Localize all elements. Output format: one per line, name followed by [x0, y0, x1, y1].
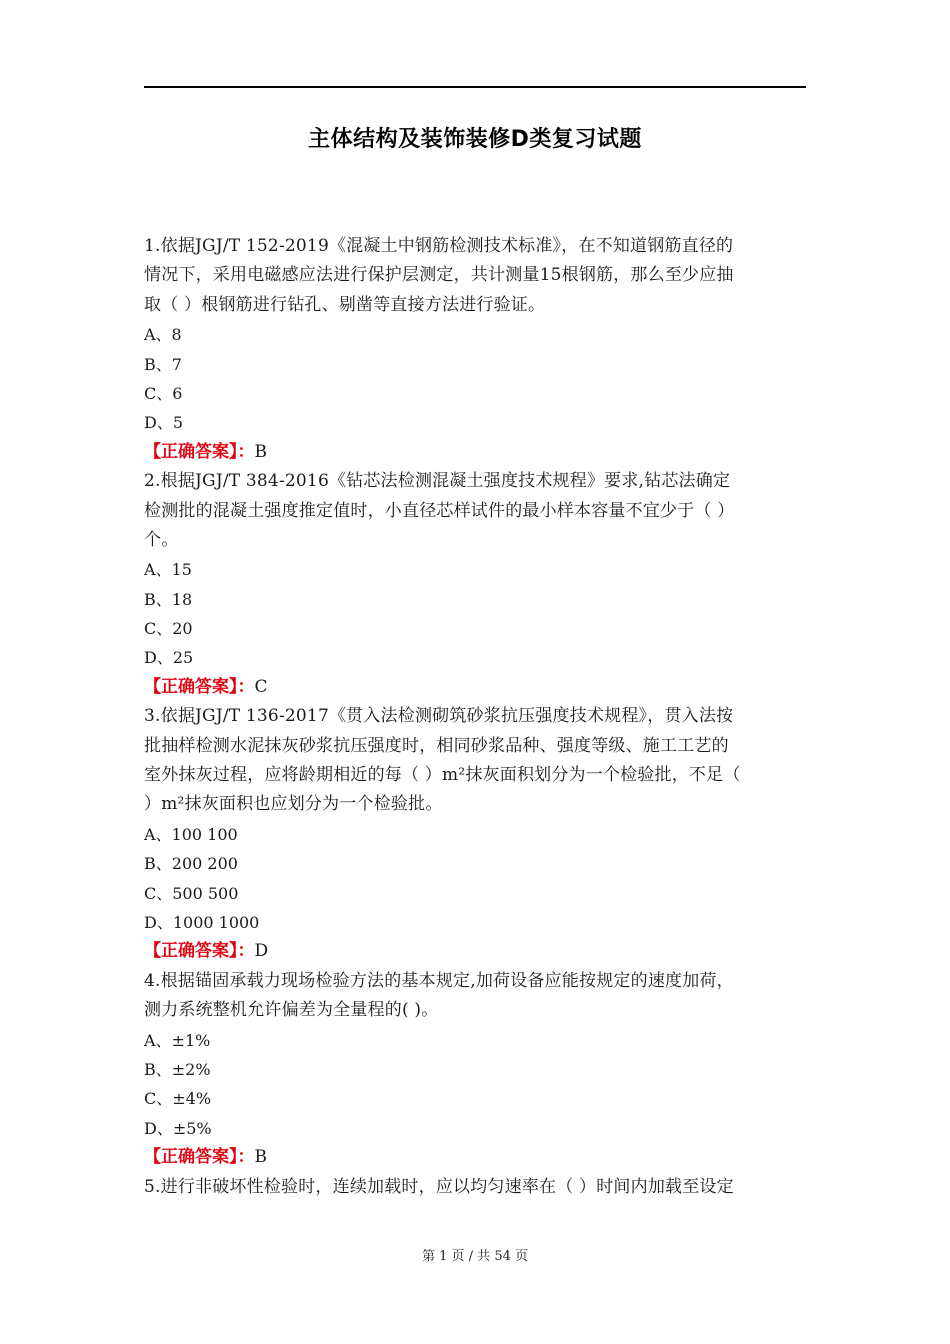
option-b: B、200 200 — [144, 854, 238, 874]
question-line: 测力系统整机允许偏差为全量程的( )。 — [144, 1000, 439, 1021]
option-b: B、7 — [144, 354, 182, 374]
question — [144, 702, 806, 967]
question-line: 2.根据JGJ/T 384-2016《钻芯法检测混凝土强度技术规程》要求,钻芯法确定 — [144, 471, 731, 492]
page-footer: 第 1 页 / 共 54 页 — [422, 1249, 528, 1264]
question-line: 1.依据JGJ/T 152-2019《混凝土中钢筋检测技术标准》，在不知道钢筋直径的 — [144, 236, 734, 256]
correct-answer — [144, 438, 806, 467]
question-line: ）m²抹灰面积也应划分为一个检验批。 — [144, 794, 443, 815]
question-line: 检测批的混凝土强度推定值时，小直径芯样试件的最小样本容量不宜少于（ ） — [144, 500, 735, 521]
question-line: 5.进行非破坏性检验时，连续加载时，应以均匀速率在（ ）时间内加载至设定 — [144, 1176, 734, 1197]
answer-value: D — [254, 941, 269, 962]
question-text — [144, 232, 806, 320]
header-rule — [144, 86, 806, 88]
option-a: A、±1% — [144, 1030, 211, 1050]
option-c: C、6 — [144, 383, 183, 403]
option-b: B、±2% — [144, 1059, 211, 1079]
option-a: A、15 — [144, 560, 192, 580]
question — [144, 967, 806, 1173]
question — [144, 467, 806, 702]
question-text — [144, 967, 806, 1026]
question-line: 批抽样检测水泥抹灰砂浆抗压强度时，相同砂浆品种、强度等级、施工工艺的 — [144, 735, 729, 756]
option-b: B、18 — [144, 589, 193, 609]
answer-label: 【正确答案】： — [144, 441, 255, 462]
question — [144, 232, 806, 467]
correct-answer — [144, 1143, 806, 1172]
answer-label: 【正确答案】： — [144, 941, 255, 962]
option-a: A、100 100 — [144, 824, 238, 844]
question-line: 个。 — [144, 529, 179, 550]
page-title: 主体结构及装饰装修D类复习试题 — [308, 127, 642, 152]
question — [144, 1173, 806, 1202]
option-d: D、1000 1000 — [144, 912, 260, 932]
question-text — [144, 702, 806, 820]
question-line: 取（ ）根钢筋进行钻孔、剔凿等直接方法进行验证。 — [144, 294, 546, 315]
option-d: D、5 — [144, 413, 184, 433]
option-d: D、±5% — [144, 1118, 212, 1138]
question-text — [144, 1173, 806, 1202]
answer-label: 【正确答案】： — [144, 676, 255, 697]
answer-value: B — [254, 1147, 267, 1168]
answer-label: 【正确答案】： — [144, 1147, 255, 1168]
option-c: C、20 — [144, 619, 193, 639]
question-line: 4.根据锚固承载力现场检验方法的基本规定,加荷设备应能按规定的速度加荷， — [144, 970, 734, 991]
question-text — [144, 467, 806, 555]
option-c: C、±4% — [144, 1089, 212, 1109]
answer-value: C — [254, 676, 268, 697]
question-line: 3.依据JGJ/T 136-2017《贯入法检测砌筑砂浆抗压强度技术规程》，贯入法按 — [144, 706, 734, 727]
question-line: 室外抹灰过程，应将龄期相近的每（ ）m²抹灰面积划分为一个检验批，不足（ — [144, 765, 741, 786]
question-line: 情况下，采用电磁感应法进行保护层测定，共计测量15根钢筋，那么至少应抽 — [144, 265, 734, 286]
question-list — [144, 232, 806, 1202]
correct-answer — [144, 673, 806, 702]
option-d: D、25 — [144, 648, 194, 668]
answer-value: B — [254, 441, 267, 462]
option-a: A、8 — [144, 325, 182, 345]
option-c: C、500 500 — [144, 883, 239, 903]
correct-answer — [144, 937, 806, 966]
